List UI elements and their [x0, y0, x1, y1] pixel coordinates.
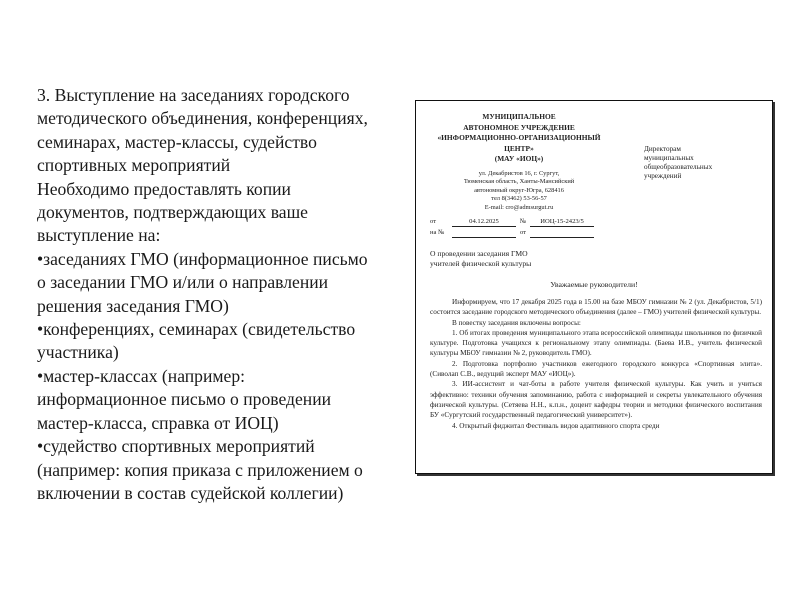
- slide-line: информационное письмо о проведении: [37, 389, 332, 410]
- slide-line: •конференциях, семинарах (свидетельство: [37, 319, 356, 340]
- org-line: МУНИЦИПАЛЬНОЕ: [482, 112, 556, 121]
- address-line: ул. Декабристов 16, г. Сургут,: [478, 169, 560, 177]
- letter-paragraph: В повестку заседания включены вопросы:: [452, 318, 581, 327]
- org-line: «ИНФОРМАЦИОННО-ОРГАНИЗАЦИОННЫЙ: [437, 133, 601, 143]
- slide-line: участника): [37, 342, 119, 363]
- slide-line: •заседаниях ГМО (информационное письмо: [37, 248, 368, 269]
- reg-from-label: от: [430, 218, 437, 225]
- phone-line: тел 8(3462) 53-56-57: [491, 195, 547, 203]
- registration-line: [430, 217, 594, 227]
- org-line: ЦЕНТР»: [504, 143, 534, 153]
- letter-subject: [430, 249, 531, 269]
- slide-line: спортивных мероприятий: [37, 155, 231, 176]
- slide-line: выступление на:: [37, 225, 161, 246]
- org-address: [430, 170, 608, 212]
- reg-number-label: №: [519, 218, 527, 225]
- ref-date-field: [530, 228, 594, 238]
- recipient-line: муниципальных: [644, 154, 694, 162]
- email-line: E-mail: cro@admsurgut.ru: [484, 203, 554, 211]
- recipient-line: Директорам: [644, 145, 681, 153]
- slide-line: о заседании ГМО и/или о направлении: [37, 272, 329, 293]
- ref-label: на №: [430, 229, 445, 236]
- slide-line: •судейство спортивных мероприятий: [37, 436, 315, 457]
- letter-greeting: Уважаемые руководители!: [550, 280, 638, 289]
- slide-line: (например: копия приказа с приложением о: [37, 459, 363, 480]
- slide-line: мастер-класса, справка от ИОЦ): [37, 412, 279, 433]
- letter-paragraph: 2. Подготовка портфолио участников ежегодного городского конкурса «Спортивная элита». (Сиволап С.В., ведущий эксперт МАУ «ИОЦ»).: [430, 359, 762, 379]
- address-line: автономный округ-Югра, 628416: [474, 186, 564, 194]
- recipient-line: учреждений: [644, 172, 682, 180]
- slide-body-text: [37, 84, 422, 505]
- address-line: Тюменская область, Ханты-Мансийский: [463, 178, 575, 186]
- recipient-line: общеобразовательных: [644, 163, 713, 171]
- recipient-block: [644, 145, 764, 181]
- reg-number: ИОЦ-15-2423/5: [530, 217, 594, 227]
- letter-body: [430, 297, 762, 431]
- letter-paragraph: 1. Об итогах проведения муниципального этапа всероссийской олимпиады школьников по физичкой культуре. Подготовка учащихся к региональному этапу олимпиады. (Баева И.В., учитель физической культуры МБОУ гимназии № 2, руководитель ГМО).: [430, 328, 762, 358]
- org-abbrev: (МАУ «ИОЦ»): [494, 154, 544, 164]
- ref-number-field: [452, 228, 516, 238]
- org-line: АВТОНОМНОЕ УЧРЕЖДЕНИЕ: [463, 122, 575, 132]
- reg-date: 04.12.2025: [452, 217, 516, 227]
- subject-line: учителей физической культуры: [430, 259, 532, 268]
- letter-paragraph: 4. Открытый фиджитал Фестиваль видов адаптивного спорта среди: [452, 421, 660, 430]
- reference-line: [430, 228, 594, 238]
- subject-line: О проведении заседания ГМО: [430, 249, 528, 258]
- slide-line: решения заседания ГМО): [37, 295, 229, 316]
- letter-paragraph: 3. ИИ-ассистент и чат-боты в работе учителя физической культуры. Как учить и учиться эффективно: техники обучения запоминанию, работа с информацией и секреты увлекательного обучения физической культуры. (Сетяева Н.Н., к.п.н., доцент кафедры теории и методики физического воспитания БУ «Сургутский государственный педагогический университет»).: [430, 380, 762, 420]
- slide-line: включении в состав судейской коллегии): [37, 482, 344, 503]
- slide-line: 3. Выступление на заседаниях городского: [37, 85, 350, 105]
- slide-line: •мастер-классах (например:: [37, 365, 246, 386]
- letterhead: [430, 112, 608, 212]
- letter-paragraph: Информируем, что 17 декабря 2025 года в 15.00 на базе МБОУ гимназии № 2 (ул. Декабристов, 5/1) состоится заседание городского методического объединения (далее – ГМО) учителей физической культуры.: [430, 298, 762, 317]
- slide-line: документов, подтверждающих ваше: [37, 202, 308, 223]
- slide-line: семинарах, мастер-классы, судейство: [37, 131, 317, 152]
- letter-document-image: [415, 100, 773, 474]
- ref-from-label: от: [519, 229, 527, 236]
- slide-line: методического объединения, конференциях,: [37, 108, 368, 129]
- slide-line: Необходимо предоставлять копии: [37, 178, 291, 199]
